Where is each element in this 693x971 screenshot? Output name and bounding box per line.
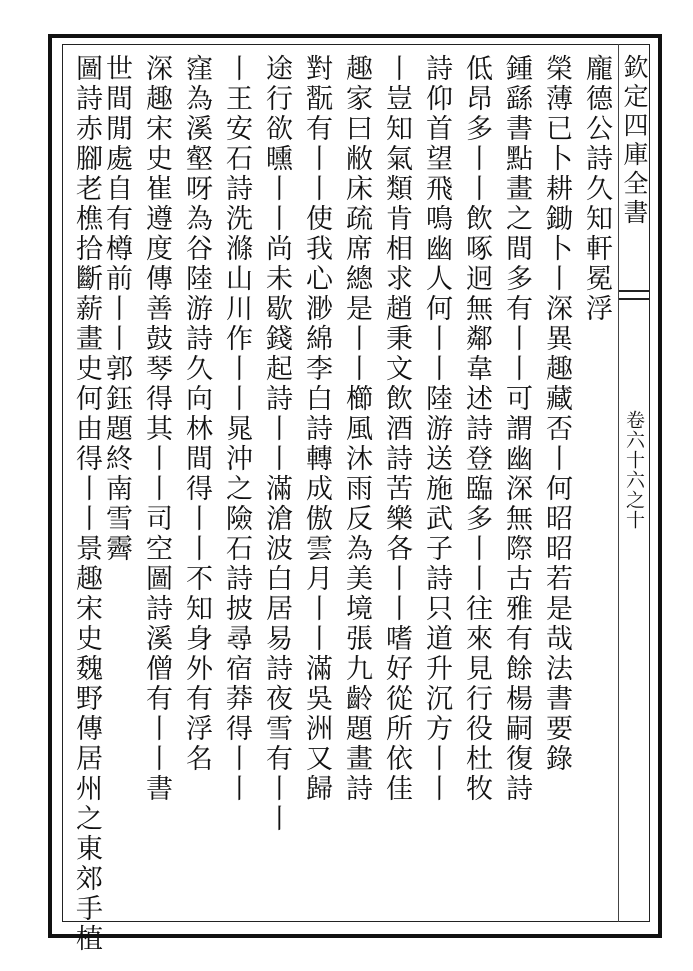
text-column: 詩仰首望飛鳴幽人何丨丨陸游送施武子詩只道升沉方丨丨 bbox=[421, 54, 452, 804]
text-column: 龐德公詩久知軒冕浮 bbox=[581, 54, 612, 324]
text-column: 低昂多丨丨飲啄迥無鄰韋述詩登臨多丨丨往來見行役杜牧 bbox=[461, 54, 492, 804]
text-column: 對翫有丨丨使我心渺綿李白詩轉成傲雲月丨丨滿吳洲又歸 bbox=[301, 54, 332, 804]
text-column: 趣家曰敝床疏席總是丨丨櫛風沐雨反為美境張九齡題畫詩 bbox=[341, 54, 372, 804]
text-column: 深趣宋史崔遵度傳善鼓琴得其丨丨司空圖詩溪僧有丨丨書 bbox=[141, 54, 172, 804]
text-column: 丨王安石詩洗滌山川作丨丨晁沖之險石詩披尋宿莽得丨丨 bbox=[221, 54, 252, 804]
text-column: 榮薄已卜耕鋤卜丨深異趣藏否丨何昭昭若是哉法書要錄 bbox=[541, 54, 572, 774]
text-column: 鍾繇書點畫之間多有丨丨可謂幽深無際古雅有餘楊嗣復詩 bbox=[501, 54, 532, 804]
text-column: 丨豈知氣類肯相求趙秉文飲酒詩苦樂各丨丨嗜好從所依佳 bbox=[381, 54, 412, 804]
book-title-header: 欽定四庫全書 bbox=[618, 46, 650, 426]
juan-number: 卷六十六之十 bbox=[623, 410, 645, 530]
text-column: 圖詩赤腳老樵拾斷薪畫史何由得丨丨景趣宋史魏野傳居州之東郊手植 bbox=[71, 54, 102, 954]
text-column: 世間閒處自有樽前丨丨郭鈺題終南雪霽 bbox=[101, 54, 132, 564]
text-column: 窪為溪壑呀為谷陸游詩久向林間得丨丨不知身外有浮名 bbox=[181, 54, 212, 774]
fishtail-mark bbox=[618, 290, 650, 300]
text-column: 途行欲曛丨丨尚未歇錢起詩丨丨滿滄波白居易詩夜雪有丨丨 bbox=[261, 54, 292, 834]
column-rule bbox=[618, 44, 619, 922]
